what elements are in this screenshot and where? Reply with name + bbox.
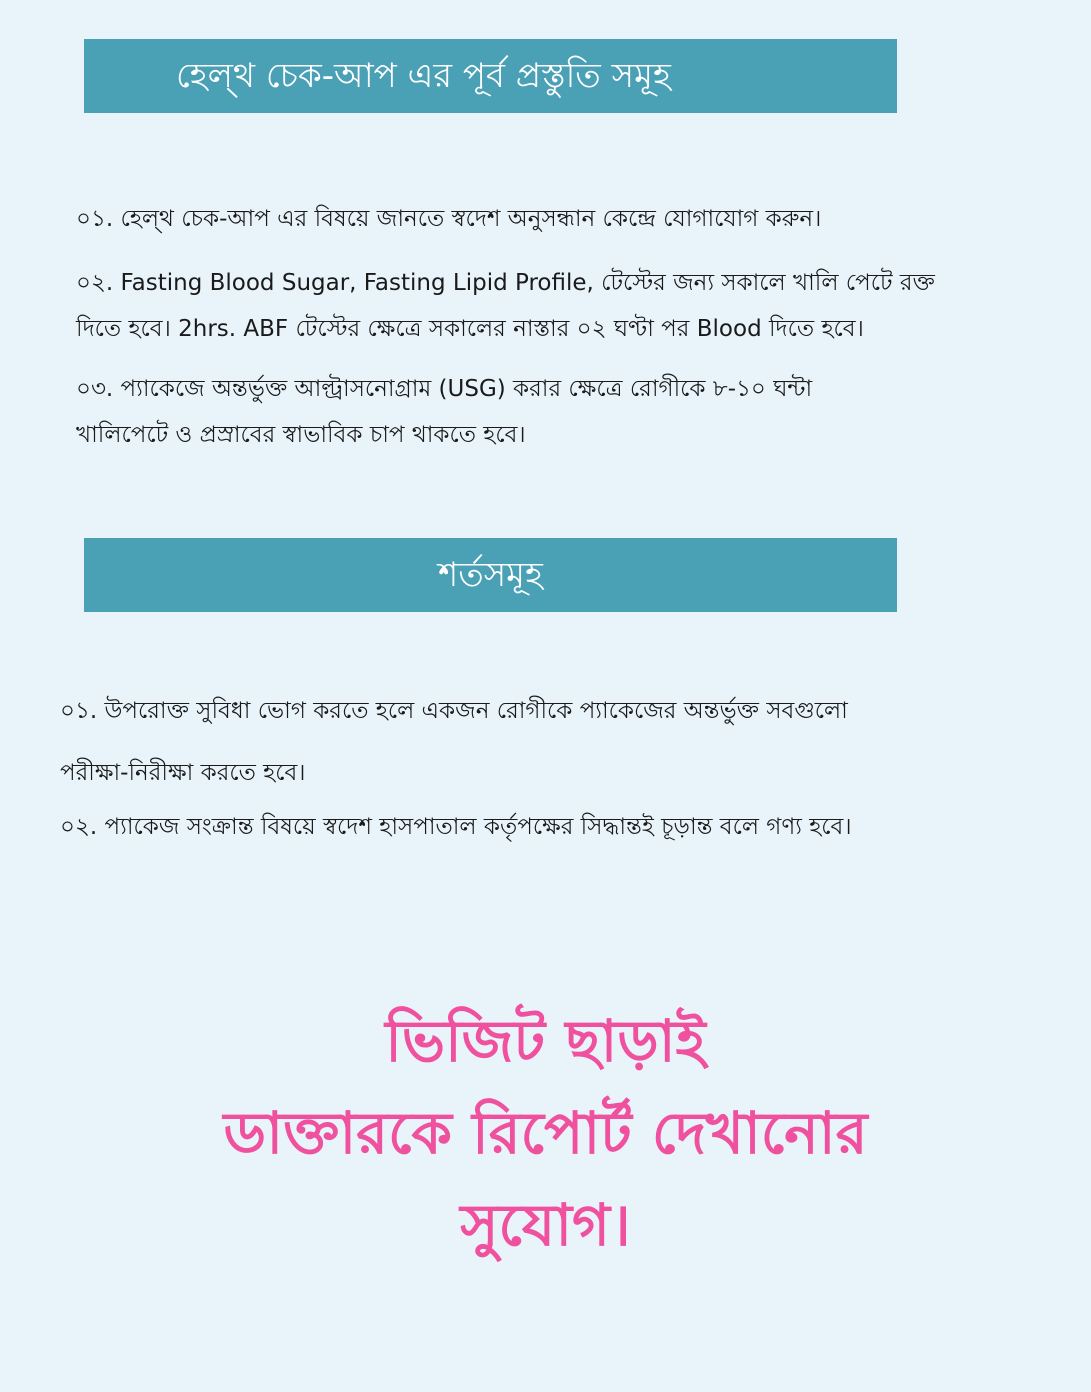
promo-tagline [0, 995, 1091, 1271]
promo-line-2: ডাক্তারকে রিপোর্ট দেখানোর [223, 1099, 868, 1167]
preparation-heading: হেল্থ চেক-আপ এর পূর্ব প্রস্তুতি সমূহ [176, 56, 671, 96]
conditions-item-1-line-2: পরীক্ষা-নিরীক্ষা করতে হবে। [60, 760, 306, 786]
preparation-item-3-line-2: খালিপেটে ও প্রস্রাবের স্বাভাবিক চাপ থাকতে হবে। [76, 422, 526, 448]
preparation-item-1 [76, 196, 821, 242]
preparation-item-1-line-1: ০১. হেল্থ চেক-আপ এর বিষয়ে জানতে স্বদেশ অনুসন্ধান কেন্দ্রে যোগাযোগ করুন। [76, 206, 822, 232]
preparation-item-2-line-2: দিতে হবে। 2hrs. ABF টেস্টের ক্ষেত্রে সকালের নাস্তার ০২ ঘণ্টা পর Blood দিতে হবে। [76, 316, 864, 342]
promo-line-3: সুযোগ। [460, 1191, 631, 1259]
preparation-item-3 [76, 366, 812, 458]
conditions-heading: শর্তসমূহ [438, 555, 543, 595]
conditions-item-1-line-1: ০১. উপরোক্ত সুবিধা ভোগ করতে হলে একজন রোগীকে প্যাকেজের অন্তর্ভুক্ত সবগুলো [60, 698, 848, 724]
preparation-item-2 [76, 260, 935, 352]
preparation-heading-banner [84, 39, 897, 113]
preparation-item-3-line-1: ০৩. প্যাকেজে অন্তর্ভুক্ত আল্ট্রাসনোগ্রাম (USG) করার ক্ষেত্রে রোগীকে ৮-১০ ঘন্টা [76, 376, 813, 402]
conditions-item-1 [60, 680, 848, 804]
promo-line-1: ভিজিট ছাড়াই [385, 1007, 706, 1075]
conditions-item-2 [60, 804, 852, 850]
preparation-item-2-line-1: ০২. Fasting Blood Sugar, Fasting Lipid Profile, টেস্টের জন্য সকালে খালি পেটে রক্ত [76, 270, 935, 296]
conditions-heading-banner [84, 538, 897, 612]
conditions-item-2-line-1: ০২. প্যাকেজ সংক্রান্ত বিষয়ে স্বদেশ হাসপাতাল কর্তৃপক্ষের সিদ্ধান্তই চূড়ান্ত বলে গণ্য হবে। [60, 814, 852, 840]
